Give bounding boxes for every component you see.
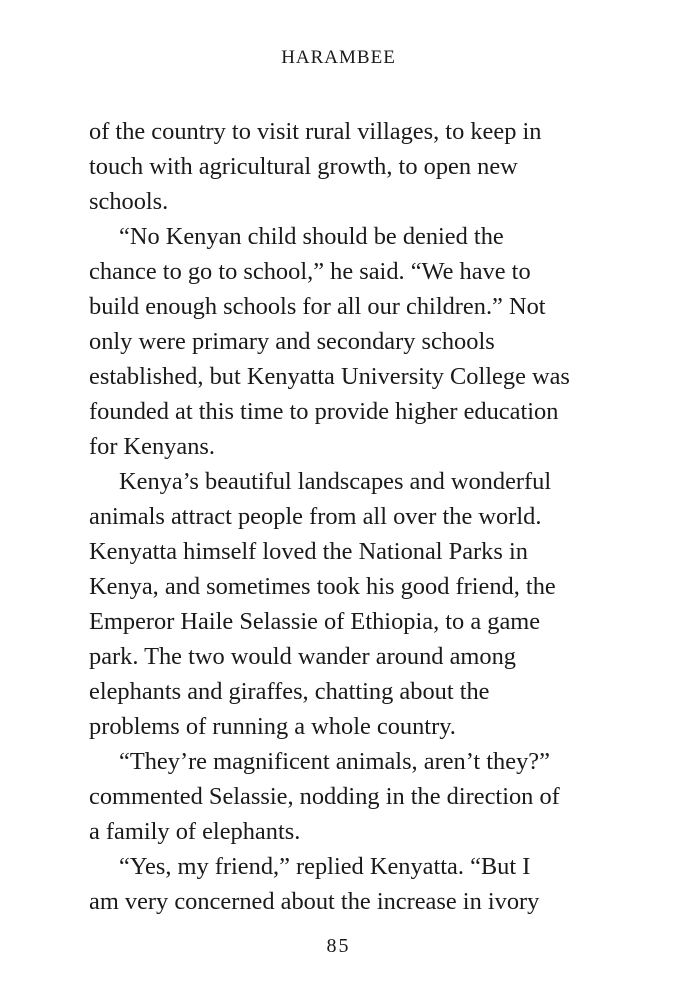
text-line: Emperor Haile Selassie of Ethiopia, to a game: [89, 608, 541, 635]
page-number: 85: [326, 935, 351, 957]
text-line: elephants and giraffes, chatting about the: [89, 678, 490, 705]
text-line: for Kenyans.: [89, 433, 215, 460]
text-line: founded at this time to provide higher education: [89, 398, 559, 425]
text-line: touch with agricultural growth, to open new: [89, 153, 518, 180]
text-line: a family of elephants.: [89, 818, 301, 845]
text-line: “They’re magnificent animals, aren’t they?”: [119, 748, 550, 775]
text-line: build enough schools for all our children.” Not: [89, 293, 546, 320]
text-line: commented Selassie, nodding in the direction of: [89, 783, 560, 810]
text-line: am very concerned about the increase in ivory: [89, 888, 540, 915]
text-line: Kenya, and sometimes took his good friend, the: [89, 573, 556, 600]
text-line: Kenya’s beautiful landscapes and wonderful: [119, 468, 552, 495]
text-line: of the country to visit rural villages, to keep in: [89, 118, 542, 145]
text-line: Kenyatta himself loved the National Parks in: [89, 538, 528, 565]
text-line: schools.: [89, 188, 169, 215]
text-line: “No Kenyan child should be denied the: [119, 223, 504, 250]
running-head: HARAMBEE: [281, 47, 396, 68]
text-line: “Yes, my friend,” replied Kenyatta. “But I: [119, 853, 531, 880]
text-line: problems of running a whole country.: [89, 713, 456, 740]
body-text: [89, 114, 589, 919]
text-line: only were primary and secondary schools: [89, 328, 495, 355]
text-line: animals attract people from all over the world.: [89, 503, 542, 530]
text-line: established, but Kenyatta University College was: [89, 363, 570, 390]
text-line: park. The two would wander around among: [89, 643, 516, 670]
text-line: chance to go to school,” he said. “We have to: [89, 258, 531, 285]
